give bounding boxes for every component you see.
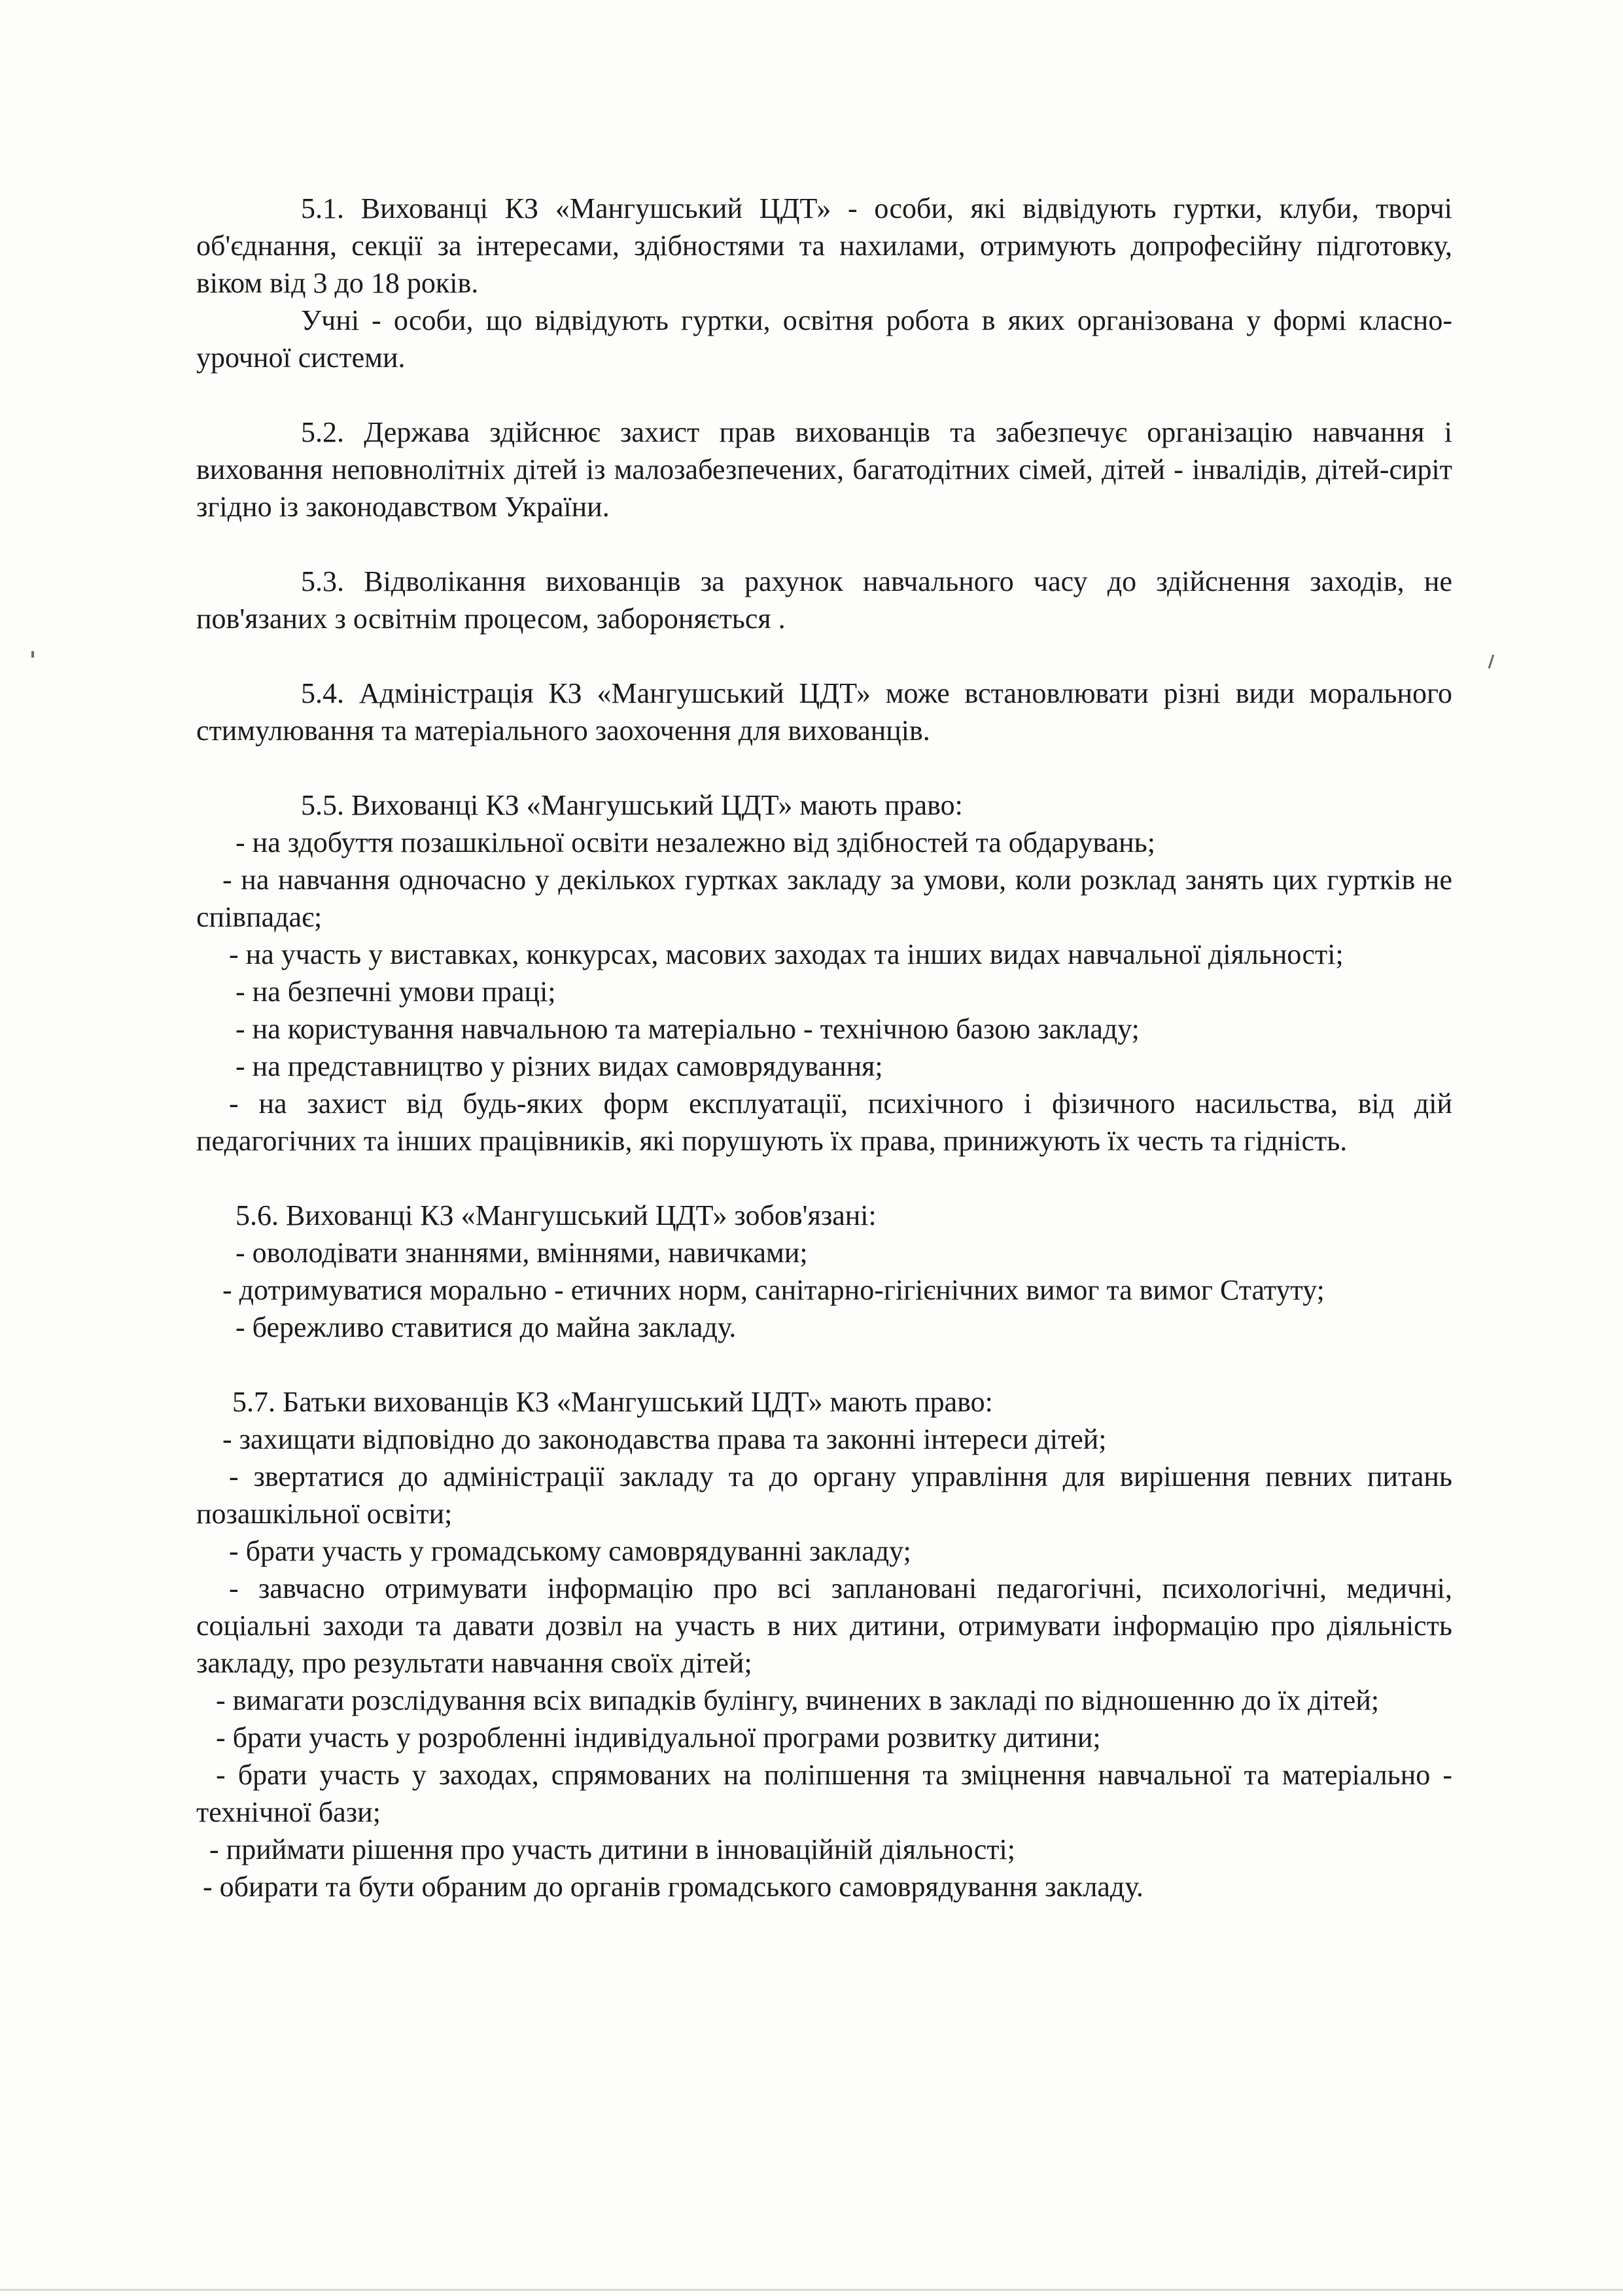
paragraph-5-1-students: Учні - особи, що відвідують гуртки, освітня робота в яких організована у формі класно-урочної системи.: [196, 304, 1452, 374]
list-item: - дотримуватися морально - етичних норм, санітарно-гігієнічних вимог та вимог Статуту;: [222, 1274, 1325, 1306]
paragraph-5-7: 5.7. Батьки вихованців КЗ «Мангушський ЦДТ» мають право:: [232, 1386, 993, 1418]
list-item: - вимагати розслідування всіх випадків булінгу, вчинених в закладі по відношенню до їх дітей;: [216, 1684, 1380, 1716]
scan-speck: [1488, 654, 1495, 669]
list-item: - приймати рішення про участь дитини в інноваційній діяльності;: [209, 1833, 1015, 1865]
spacer: [196, 1159, 1452, 1197]
list-item: - бережливо ставитися до майна закладу.: [236, 1311, 737, 1343]
scan-speck: [31, 651, 34, 658]
list-item: - звертатися до адміністрації закладу та до органу управління для вирішення певних питань позашкільної освіти;: [196, 1460, 1452, 1530]
scan-edge: [0, 2289, 1623, 2291]
list-item: - на безпечні умови праці;: [236, 976, 556, 1008]
list-item: - брати участь у розробленні індивідуальної програми розвитку дитини;: [216, 1722, 1101, 1754]
paragraph-5-6: 5.6. Вихованці КЗ «Мангушський ЦДТ» зобов'язані:: [236, 1199, 877, 1231]
spacer: [196, 1346, 1452, 1383]
list-item: - на користування навчальною та матеріально - технічною базою закладу;: [236, 1013, 1140, 1045]
paragraph-5-5: 5.5. Вихованці КЗ «Мангушський ЦДТ» мають право:: [301, 789, 963, 821]
list-item: - брати участь у громадському самоврядуванні закладу;: [229, 1535, 911, 1567]
list-item: - оволодівати знаннями, вміннями, навичками;: [236, 1237, 808, 1269]
paragraph-5-4: 5.4. Адміністрація КЗ «Мангушський ЦДТ» може встановлювати різні види морального стимулювання та матеріального заохочення для вихованців.: [196, 677, 1452, 747]
list-item: - на здобуття позашкільної освіти незалежно від здібностей та обдарувань;: [236, 826, 1155, 858]
document-body: [196, 190, 1452, 1905]
list-item: - брати участь у заходах, спрямованих на поліпшення та зміцнення навчальної та матеріально - технічної бази;: [196, 1759, 1452, 1828]
spacer: [196, 376, 1452, 414]
list-item: - завчасно отримувати інформацію про всі заплановані педагогічні, психологічні, медичні, соціальні заходи та давати дозвіл на участь в них дитини, отримувати інформацію про діяльність закладу, про результати навчання своїх дітей;: [196, 1572, 1452, 1679]
list-item: - обирати та бути обраним до органів громадського самоврядування закладу.: [203, 1871, 1143, 1903]
list-item: - на участь у виставках, конкурсах, масових заходах та інших видах навчальної діяльності;: [229, 938, 1344, 970]
paragraph-5-3: 5.3. Відволікання вихованців за рахунок навчального часу до здійснення заходів, не пов'язаних з освітнім процесом, забороняється .: [196, 565, 1452, 635]
paragraph-5-2: 5.2. Держава здійснює захист прав вихованців та забезпечує організацію навчання і виховання неповнолітніх дітей із малозабезпечених, багатодітних сімей, дітей - інвалідів, дітей-сиріт згідно із законодавством України.: [196, 416, 1452, 523]
spacer: [196, 637, 1452, 675]
spacer: [196, 525, 1452, 563]
paragraph-5-1: 5.1. Вихованці КЗ «Мангушський ЦДТ» - особи, які відвідують гуртки, клуби, творчі об'єднання, секції за інтересами, здібностями та нахилами, отримують допрофесійну підготовку, віком від 3 до 18 років.: [196, 192, 1452, 299]
list-item: - захищати відповідно до законодавства права та законні інтереси дітей;: [222, 1423, 1107, 1455]
list-item: - на представництво у різних видах самоврядування;: [236, 1050, 883, 1082]
list-item: - на захист від будь-яких форм експлуатації, психічного і фізичного насильства, від дій педагогічних та інших працівників, які порушують їх права, принижують їх честь та гідність.: [196, 1087, 1452, 1157]
list-item: - на навчання одночасно у декількох гуртках закладу за умови, коли розклад занять цих гуртків не співпадає;: [196, 864, 1452, 933]
spacer: [196, 749, 1452, 786]
